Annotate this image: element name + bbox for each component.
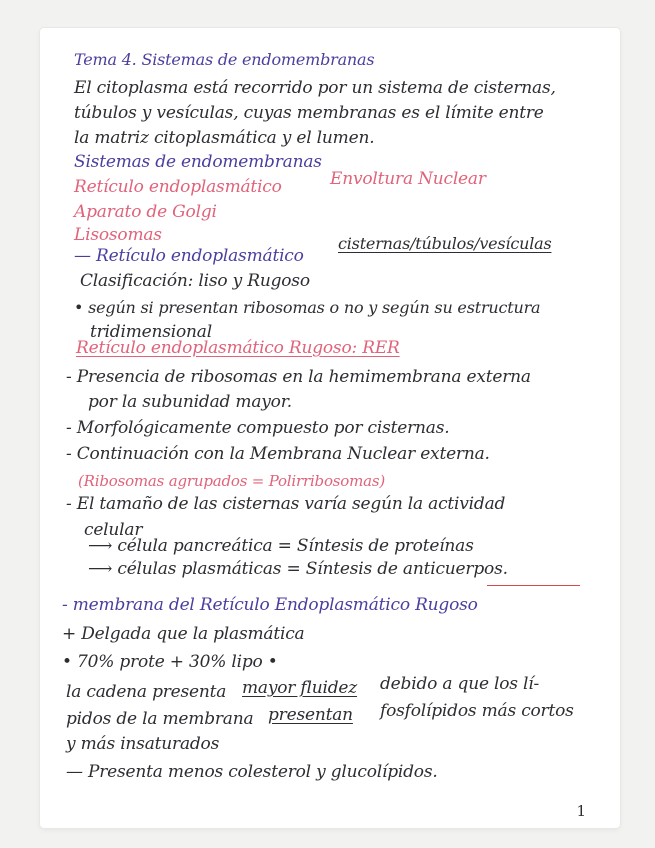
- emphasis: mayor fluidez: [242, 678, 358, 698]
- text-line: + Delgada que la plasmática: [62, 624, 305, 644]
- section-heading: Sistemas de endomembranas: [74, 152, 322, 172]
- page-title: Tema 4. Sistemas de endomembranas: [74, 50, 375, 69]
- system-item: Retículo endoplasmático: [74, 177, 282, 197]
- text-line: ⟶ células plasmáticas = Síntesis de anticuerpos.: [88, 559, 508, 579]
- text-line: debido a que los lí-: [380, 674, 540, 694]
- text-line: Clasificación: liso y Rugoso: [80, 271, 310, 291]
- text-line: - Presencia de ribosomas en la hemimembrana externa: [66, 367, 531, 387]
- text-line: y más insaturados: [66, 734, 220, 754]
- text-line: - Continuación con la Membrana Nuclear externa.: [66, 444, 490, 464]
- text-line: — Presenta menos colesterol y glucolípidos.: [66, 762, 438, 782]
- system-item: Lisosomas: [74, 225, 162, 245]
- page-number: 1: [576, 802, 586, 820]
- text-line: - Morfológicamente compuesto por cisternas.: [66, 418, 450, 438]
- text-line: fosfolípidos más cortos: [380, 701, 574, 721]
- text-line: la cadena presenta: [66, 682, 227, 702]
- text-line: tridimensional: [90, 322, 212, 342]
- red-underline-rule: [487, 585, 580, 586]
- topic-heading: - membrana del Retículo Endoplasmático Rugoso: [62, 595, 478, 615]
- text-line: ⟶ célula pancreática = Síntesis de proteínas: [88, 536, 474, 556]
- text-line: • 70% prote + 30% lipo •: [62, 652, 278, 672]
- text-line: • según si presentan ribosomas o no y según su estructura: [74, 298, 541, 317]
- system-item: Envoltura Nuclear: [330, 169, 486, 189]
- text-line: pidos de la membrana: [66, 709, 254, 729]
- highlight-note: (Ribosomas agrupados = Polirribosomas): [78, 472, 386, 490]
- text-line: la matriz citoplasmática y el lumen.: [74, 128, 375, 148]
- structure-list: cisternas/túbulos/vesículas: [338, 234, 552, 253]
- text-line: El citoplasma está recorrido por un sistema de cisternas,: [74, 78, 556, 98]
- emphasis: presentan: [268, 705, 353, 725]
- system-item: Aparato de Golgi: [74, 202, 217, 222]
- text-line: - El tamaño de las cisternas varía según la actividad: [66, 494, 506, 514]
- subsection-heading: Retículo endoplasmático Rugoso: RER: [76, 338, 400, 358]
- topic-heading: — Retículo endoplasmático: [74, 246, 304, 266]
- text-line: túbulos y vesículas, cuyas membranas es el límite entre: [74, 103, 544, 123]
- text-line: celular: [84, 520, 143, 540]
- notebook-page: [40, 28, 620, 828]
- text-line: por la subunidad mayor.: [88, 392, 292, 412]
